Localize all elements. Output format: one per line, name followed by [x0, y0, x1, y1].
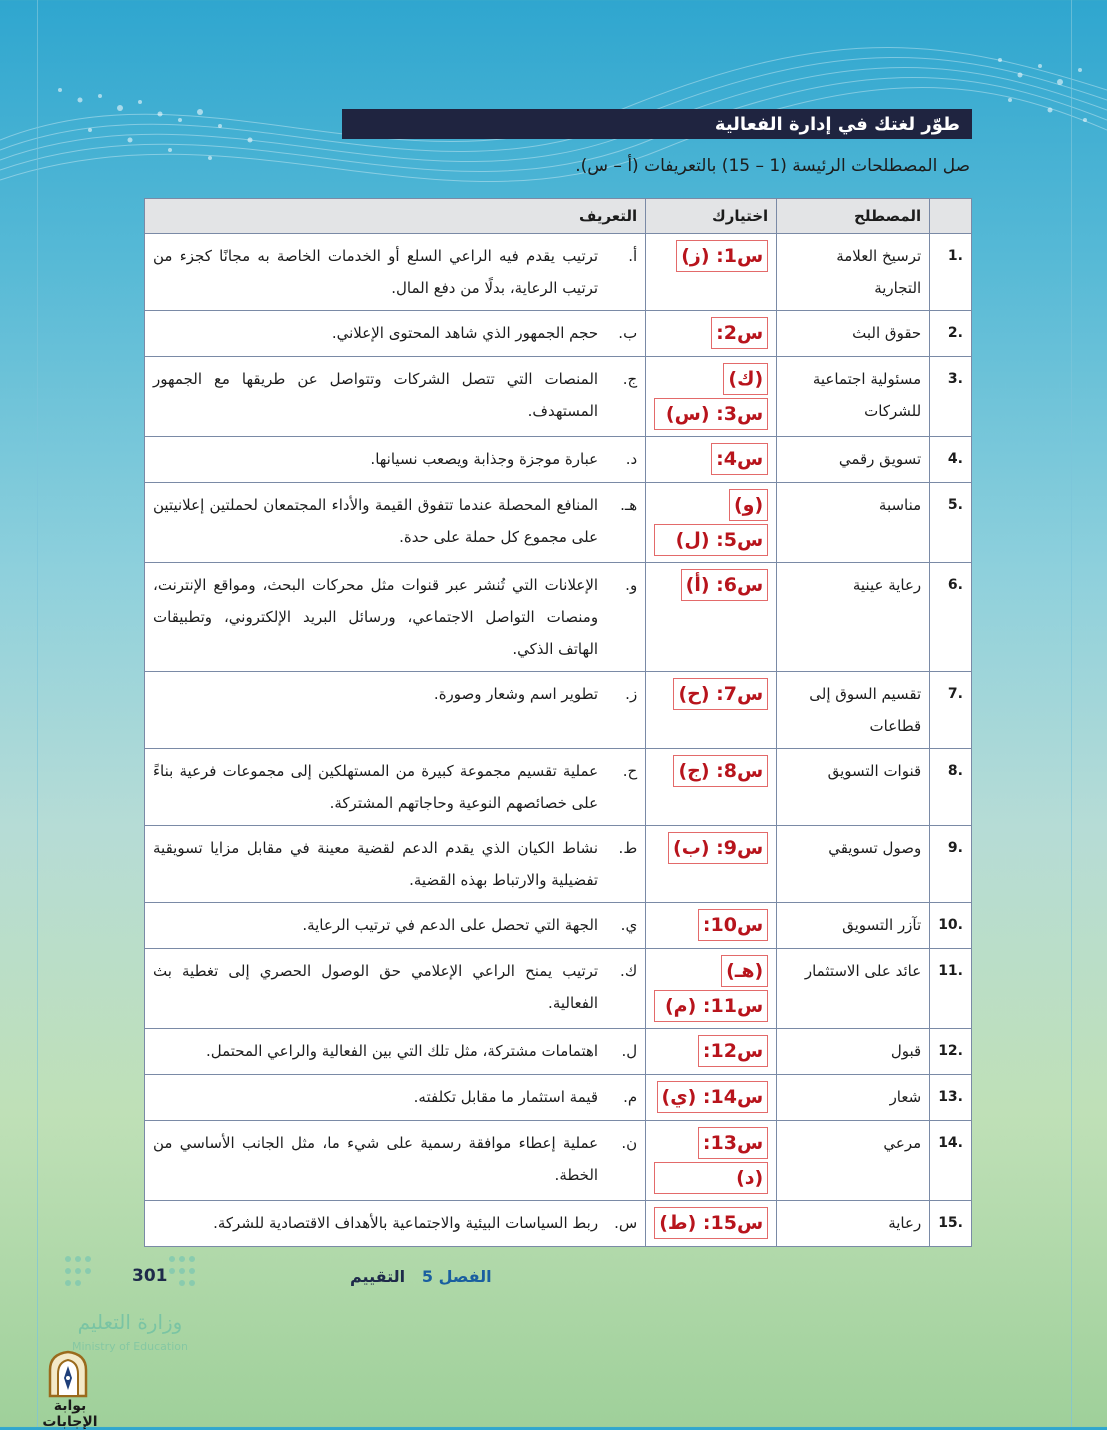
term-cell: قبول [777, 1029, 930, 1075]
row-number: .1 [930, 234, 972, 311]
gateway-label: بوابة الإجابات [42, 1398, 98, 1430]
term-cell: وصول تسويقي [777, 826, 930, 903]
definition-cell: ربط السياسات البيئية والاجتماعية بالأهداف الاقتصادية للشركة. [145, 1201, 607, 1247]
ministry-name-ar: وزارة التعليم [77, 1310, 183, 1334]
matching-table [144, 198, 972, 1247]
handwritten-answer-extra: س3: (س) [654, 398, 768, 430]
table-row [145, 483, 972, 563]
chapter-label: الفصل [438, 1267, 492, 1286]
table-row [145, 826, 972, 903]
handwritten-answer-extra: س5: (ل) [654, 524, 768, 556]
chapter-title: التقييم [350, 1267, 406, 1286]
choice-cell[interactable] [646, 1201, 777, 1247]
definition-cell: قيمة استثمار ما مقابل تكلفته. [145, 1075, 607, 1121]
table-body [145, 234, 972, 1247]
definition-cell: ترتيب يقدم فيه الراعي السلع أو الخدمات الخاصة به مجانًا كجزء من ترتيب الرعاية، بدلًا من دفع المال. [145, 234, 607, 311]
definition-cell: عملية إعطاء موافقة رسمية على شيء ما، مثل الجانب الأساسي من الخطة. [145, 1121, 607, 1201]
definition-letter: ج. [606, 357, 646, 437]
term-cell: تقسيم السوق إلى قطاعات [777, 672, 930, 749]
handwritten-answer: س2: [711, 317, 768, 349]
handwritten-answer: (هـ) [721, 955, 768, 987]
table-row [145, 563, 972, 672]
table-row [145, 672, 972, 749]
section-banner [342, 109, 972, 139]
handwritten-answer: س6: (أ) [681, 569, 769, 601]
row-number: .14 [930, 1121, 972, 1201]
section-title: طوّر لغتك في إدارة الفعالية [714, 113, 960, 135]
choice-cell[interactable] [646, 672, 777, 749]
table-row [145, 1029, 972, 1075]
table-row [145, 234, 972, 311]
definition-letter: س. [606, 1201, 646, 1247]
definition-letter: ط. [606, 826, 646, 903]
definition-cell: ترتيب يمنح الراعي الإعلامي حق الوصول الحصري إلى تغطية بث الفعالية. [145, 949, 607, 1029]
choice-cell[interactable] [646, 1075, 777, 1121]
handwritten-answer: س9: (ب) [668, 832, 768, 864]
handwritten-answer: س10: [698, 909, 768, 941]
definition-letter: ك. [606, 949, 646, 1029]
header-choice: اختيارك [646, 199, 777, 234]
row-number: .7 [930, 672, 972, 749]
table-header-row [145, 199, 972, 234]
handwritten-answer: س15: (ط) [654, 1207, 768, 1239]
ministry-name-en: Ministry of Education [71, 1340, 188, 1353]
gateway-logo-icon [44, 1348, 92, 1398]
term-cell: تآزر التسويق [777, 903, 930, 949]
choice-cell[interactable] [646, 1029, 777, 1075]
handwritten-answer: س13: [698, 1127, 768, 1159]
choice-cell[interactable] [646, 749, 777, 826]
row-number: .11 [930, 949, 972, 1029]
term-cell: مرعي [777, 1121, 930, 1201]
header-number [930, 199, 972, 234]
choice-cell[interactable] [646, 311, 777, 357]
row-number: .13 [930, 1075, 972, 1121]
page-number: 301 [132, 1266, 168, 1286]
term-cell: شعار [777, 1075, 930, 1121]
choice-cell[interactable] [646, 234, 777, 311]
definition-letter: ي. [606, 903, 646, 949]
page-edge [1071, 0, 1072, 1427]
choice-cell[interactable] [646, 437, 777, 483]
definition-letter: م. [606, 1075, 646, 1121]
handwritten-answer: س1: (ز) [676, 240, 768, 272]
row-number: .4 [930, 437, 972, 483]
definition-letter: ل. [606, 1029, 646, 1075]
definition-cell: عبارة موجزة وجذابة ويصعب نسيانها. [145, 437, 607, 483]
definition-letter: و. [606, 563, 646, 672]
row-number: .10 [930, 903, 972, 949]
choice-cell[interactable] [646, 357, 777, 437]
definition-letter: ب. [606, 311, 646, 357]
row-number: .6 [930, 563, 972, 672]
row-number: .5 [930, 483, 972, 563]
table-row [145, 749, 972, 826]
definition-cell: اهتمامات مشتركة، مثل تلك التي بين الفعالية والراعي المحتمل. [145, 1029, 607, 1075]
table-row [145, 949, 972, 1029]
table-row [145, 1201, 972, 1247]
term-cell: مسئولية اجتماعية للشركات [777, 357, 930, 437]
definition-cell: المنافع المحصلة عندما تتفوق القيمة والأداء المجتمعان لحملتين إعلانيتين على مجموع كل حملة على حدة. [145, 483, 607, 563]
handwritten-answer: (ك) [723, 363, 768, 395]
row-number: .3 [930, 357, 972, 437]
choice-cell[interactable] [646, 949, 777, 1029]
table-row [145, 357, 972, 437]
term-cell: مناسبة [777, 483, 930, 563]
definition-cell: نشاط الكيان الذي يقدم الدعم لقضية معينة في مقابل مزايا تسويقية تفضيلية والارتباط بهذه القضية. [145, 826, 607, 903]
row-number: .15 [930, 1201, 972, 1247]
table-row [145, 437, 972, 483]
choice-cell[interactable] [646, 563, 777, 672]
choice-cell[interactable] [646, 903, 777, 949]
handwritten-answer-extra: س11: (م) [654, 990, 768, 1022]
chapter-number: 5 [421, 1267, 434, 1286]
handwritten-answer: (و) [729, 489, 768, 521]
definition-letter: ن. [606, 1121, 646, 1201]
term-cell: رعاية عينية [777, 563, 930, 672]
definition-letter: هـ. [606, 483, 646, 563]
definition-letter: أ. [606, 234, 646, 311]
definition-letter: ز. [606, 672, 646, 749]
handwritten-answer: س12: [698, 1035, 768, 1067]
table-row [145, 311, 972, 357]
definition-cell: الإعلانات التي تُنشر عبر قنوات مثل محركات البحث، ومواقع الإنترنت، ومنصات التواصل الاجتماعي، ورسائل البريد الإلكتروني، وتطبيقات الهاتف الذكي. [145, 563, 607, 672]
header-term: المصطلح [777, 199, 930, 234]
table-row [145, 1121, 972, 1201]
handwritten-answer-extra: (د) [654, 1162, 768, 1194]
chapter-footer [350, 1267, 492, 1286]
choice-cell[interactable] [646, 826, 777, 903]
choice-cell[interactable] [646, 1121, 777, 1201]
definition-letter: د. [606, 437, 646, 483]
term-cell: عائد على الاستثمار [777, 949, 930, 1029]
definition-cell: حجم الجمهور الذي شاهد المحتوى الإعلاني. [145, 311, 607, 357]
page-edge [37, 0, 38, 1427]
handwritten-answer: س8: (ج) [673, 755, 768, 787]
term-cell: رعاية [777, 1201, 930, 1247]
choice-cell[interactable] [646, 483, 777, 563]
table-row [145, 1075, 972, 1121]
row-number: .9 [930, 826, 972, 903]
row-number: .8 [930, 749, 972, 826]
definition-letter: ح. [606, 749, 646, 826]
definition-cell: عملية تقسيم مجموعة كبيرة من المستهلكين إلى مجموعات فرعية بناءً على خصائصهم النوعية وحاجاتهم المشتركة. [145, 749, 607, 826]
instruction-text: صل المصطلحات الرئيسة (1 – 15) بالتعريفات (أ – س). [575, 156, 970, 176]
row-number: .12 [930, 1029, 972, 1075]
row-number: .2 [930, 311, 972, 357]
handwritten-answer: س4: [711, 443, 768, 475]
table-row [145, 903, 972, 949]
ministry-dots-logo [60, 1245, 200, 1295]
definition-cell: الجهة التي تحصل على الدعم في ترتيب الرعاية. [145, 903, 607, 949]
term-cell: قنوات التسويق [777, 749, 930, 826]
handwritten-answer: س14: (ي) [657, 1081, 769, 1113]
term-cell: ترسيخ العلامة التجارية [777, 234, 930, 311]
term-cell: حقوق البث [777, 311, 930, 357]
definition-cell: المنصات التي تتصل الشركات وتتواصل عن طريقها مع الجمهور المستهدف. [145, 357, 607, 437]
term-cell: تسويق رقمي [777, 437, 930, 483]
header-definition: التعريف [145, 199, 646, 234]
handwritten-answer: س7: (ح) [673, 678, 768, 710]
definition-cell: تطوير اسم وشعار وصورة. [145, 672, 607, 749]
